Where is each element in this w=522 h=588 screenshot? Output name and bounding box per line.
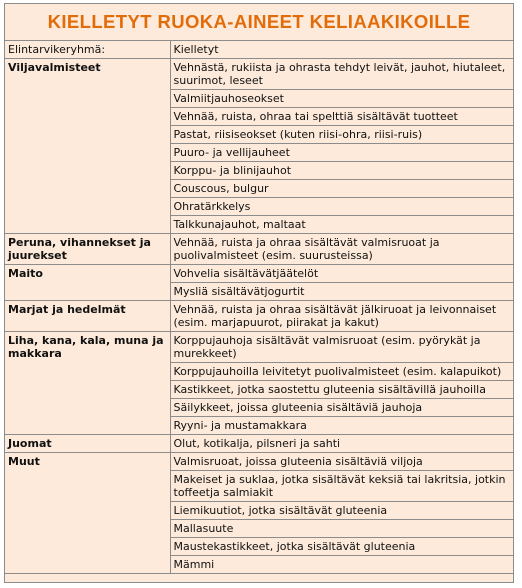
table-row	[5, 435, 513, 453]
forbidden-item-cell: Mämmi	[170, 556, 513, 574]
table-header-row	[5, 41, 513, 59]
forbidden-item-cell: Mallasuute	[170, 520, 513, 538]
forbidden-item-cell: Korppujauhoja sisältävät valmisruoat (esim. pyörykät ja murekkeet)	[170, 332, 513, 363]
food-group-cell: Juomat	[5, 435, 170, 453]
page-title: KIELLETYT RUOKA-AINEET KELIAAKIKOILLE	[5, 4, 513, 41]
food-group-cell: Liha, kana, kala, muna ja makkara	[5, 332, 170, 435]
forbidden-item-cell: Vehnää, ruista ja ohraa sisältävät jälkiruoat ja leivonnaiset (esim. marjapuurot, piirakat ja kakut)	[170, 301, 513, 332]
forbidden-item-cell: Talkkunajauhot, maltaat	[170, 216, 513, 234]
table-row	[5, 332, 513, 363]
food-group-cell: Peruna, vihannekset ja juurekset	[5, 234, 170, 265]
column-header-forbidden: Kielletyt	[170, 41, 513, 59]
forbidden-item-cell: Säilykkeet, joissa gluteenia sisältäviä jauhoja	[170, 399, 513, 417]
table-row	[5, 453, 513, 471]
forbidden-item-cell: Vehnää, ruista, ohraa tai spelttiä sisältävät tuotteet	[170, 108, 513, 126]
forbidden-item-cell: Mysliä sisältävätjogurtit	[170, 283, 513, 301]
forbidden-item-cell: Olut, kotikalja, pilsneri ja sahti	[170, 435, 513, 453]
forbidden-foods-table	[5, 41, 513, 574]
table-row	[5, 59, 513, 90]
forbidden-item-cell: Puuro- ja vellijauheet	[170, 144, 513, 162]
document-sheet	[4, 3, 514, 583]
table-row	[5, 234, 513, 265]
forbidden-item-cell: Liemikuutiot, jotka sisältävät gluteenia	[170, 502, 513, 520]
table-body	[5, 59, 513, 574]
food-group-cell: Viljavalmisteet	[5, 59, 170, 234]
forbidden-item-cell: Couscous, bulgur	[170, 180, 513, 198]
forbidden-item-cell: Korppu- ja blinijauhot	[170, 162, 513, 180]
forbidden-item-cell: Ohratärkkelys	[170, 198, 513, 216]
forbidden-item-cell: Valmisruoat, joissa gluteenia sisältäviä viljoja	[170, 453, 513, 471]
forbidden-item-cell: Vehnää, ruista ja ohraa sisältävät valmisruoat ja puolivalmisteet (esim. suurusteissa)	[170, 234, 513, 265]
forbidden-item-cell: Valmiitjauhoseokset	[170, 90, 513, 108]
column-header-group: Elintarvikeryhmä:	[5, 41, 170, 59]
food-group-cell: Muut	[5, 453, 170, 574]
table-row	[5, 301, 513, 332]
forbidden-item-cell: Makeiset ja suklaa, jotka sisältävät keksiä tai lakritsia, jotkin toffeetja salmiakit	[170, 471, 513, 502]
food-group-cell: Maito	[5, 265, 170, 301]
forbidden-item-cell: Kastikkeet, jotka saostettu gluteenia sisältävillä jauhoilla	[170, 381, 513, 399]
forbidden-item-cell: Maustekastikkeet, jotka sisältävät gluteenia	[170, 538, 513, 556]
table-row	[5, 265, 513, 283]
forbidden-item-cell: Vohvelia sisältävätjäätelöt	[170, 265, 513, 283]
forbidden-item-cell: Vehnästä, rukiista ja ohrasta tehdyt leivät, jauhot, hiutaleet, suurimot, leseet	[170, 59, 513, 90]
forbidden-item-cell: Pastat, riisiseokset (kuten riisi-ohra, riisi-ruis)	[170, 126, 513, 144]
forbidden-item-cell: Ryyni- ja mustamakkara	[170, 417, 513, 435]
forbidden-item-cell: Korppujauhoilla leivitetyt puolivalmisteet (esim. kalapuikot)	[170, 363, 513, 381]
food-group-cell: Marjat ja hedelmät	[5, 301, 170, 332]
